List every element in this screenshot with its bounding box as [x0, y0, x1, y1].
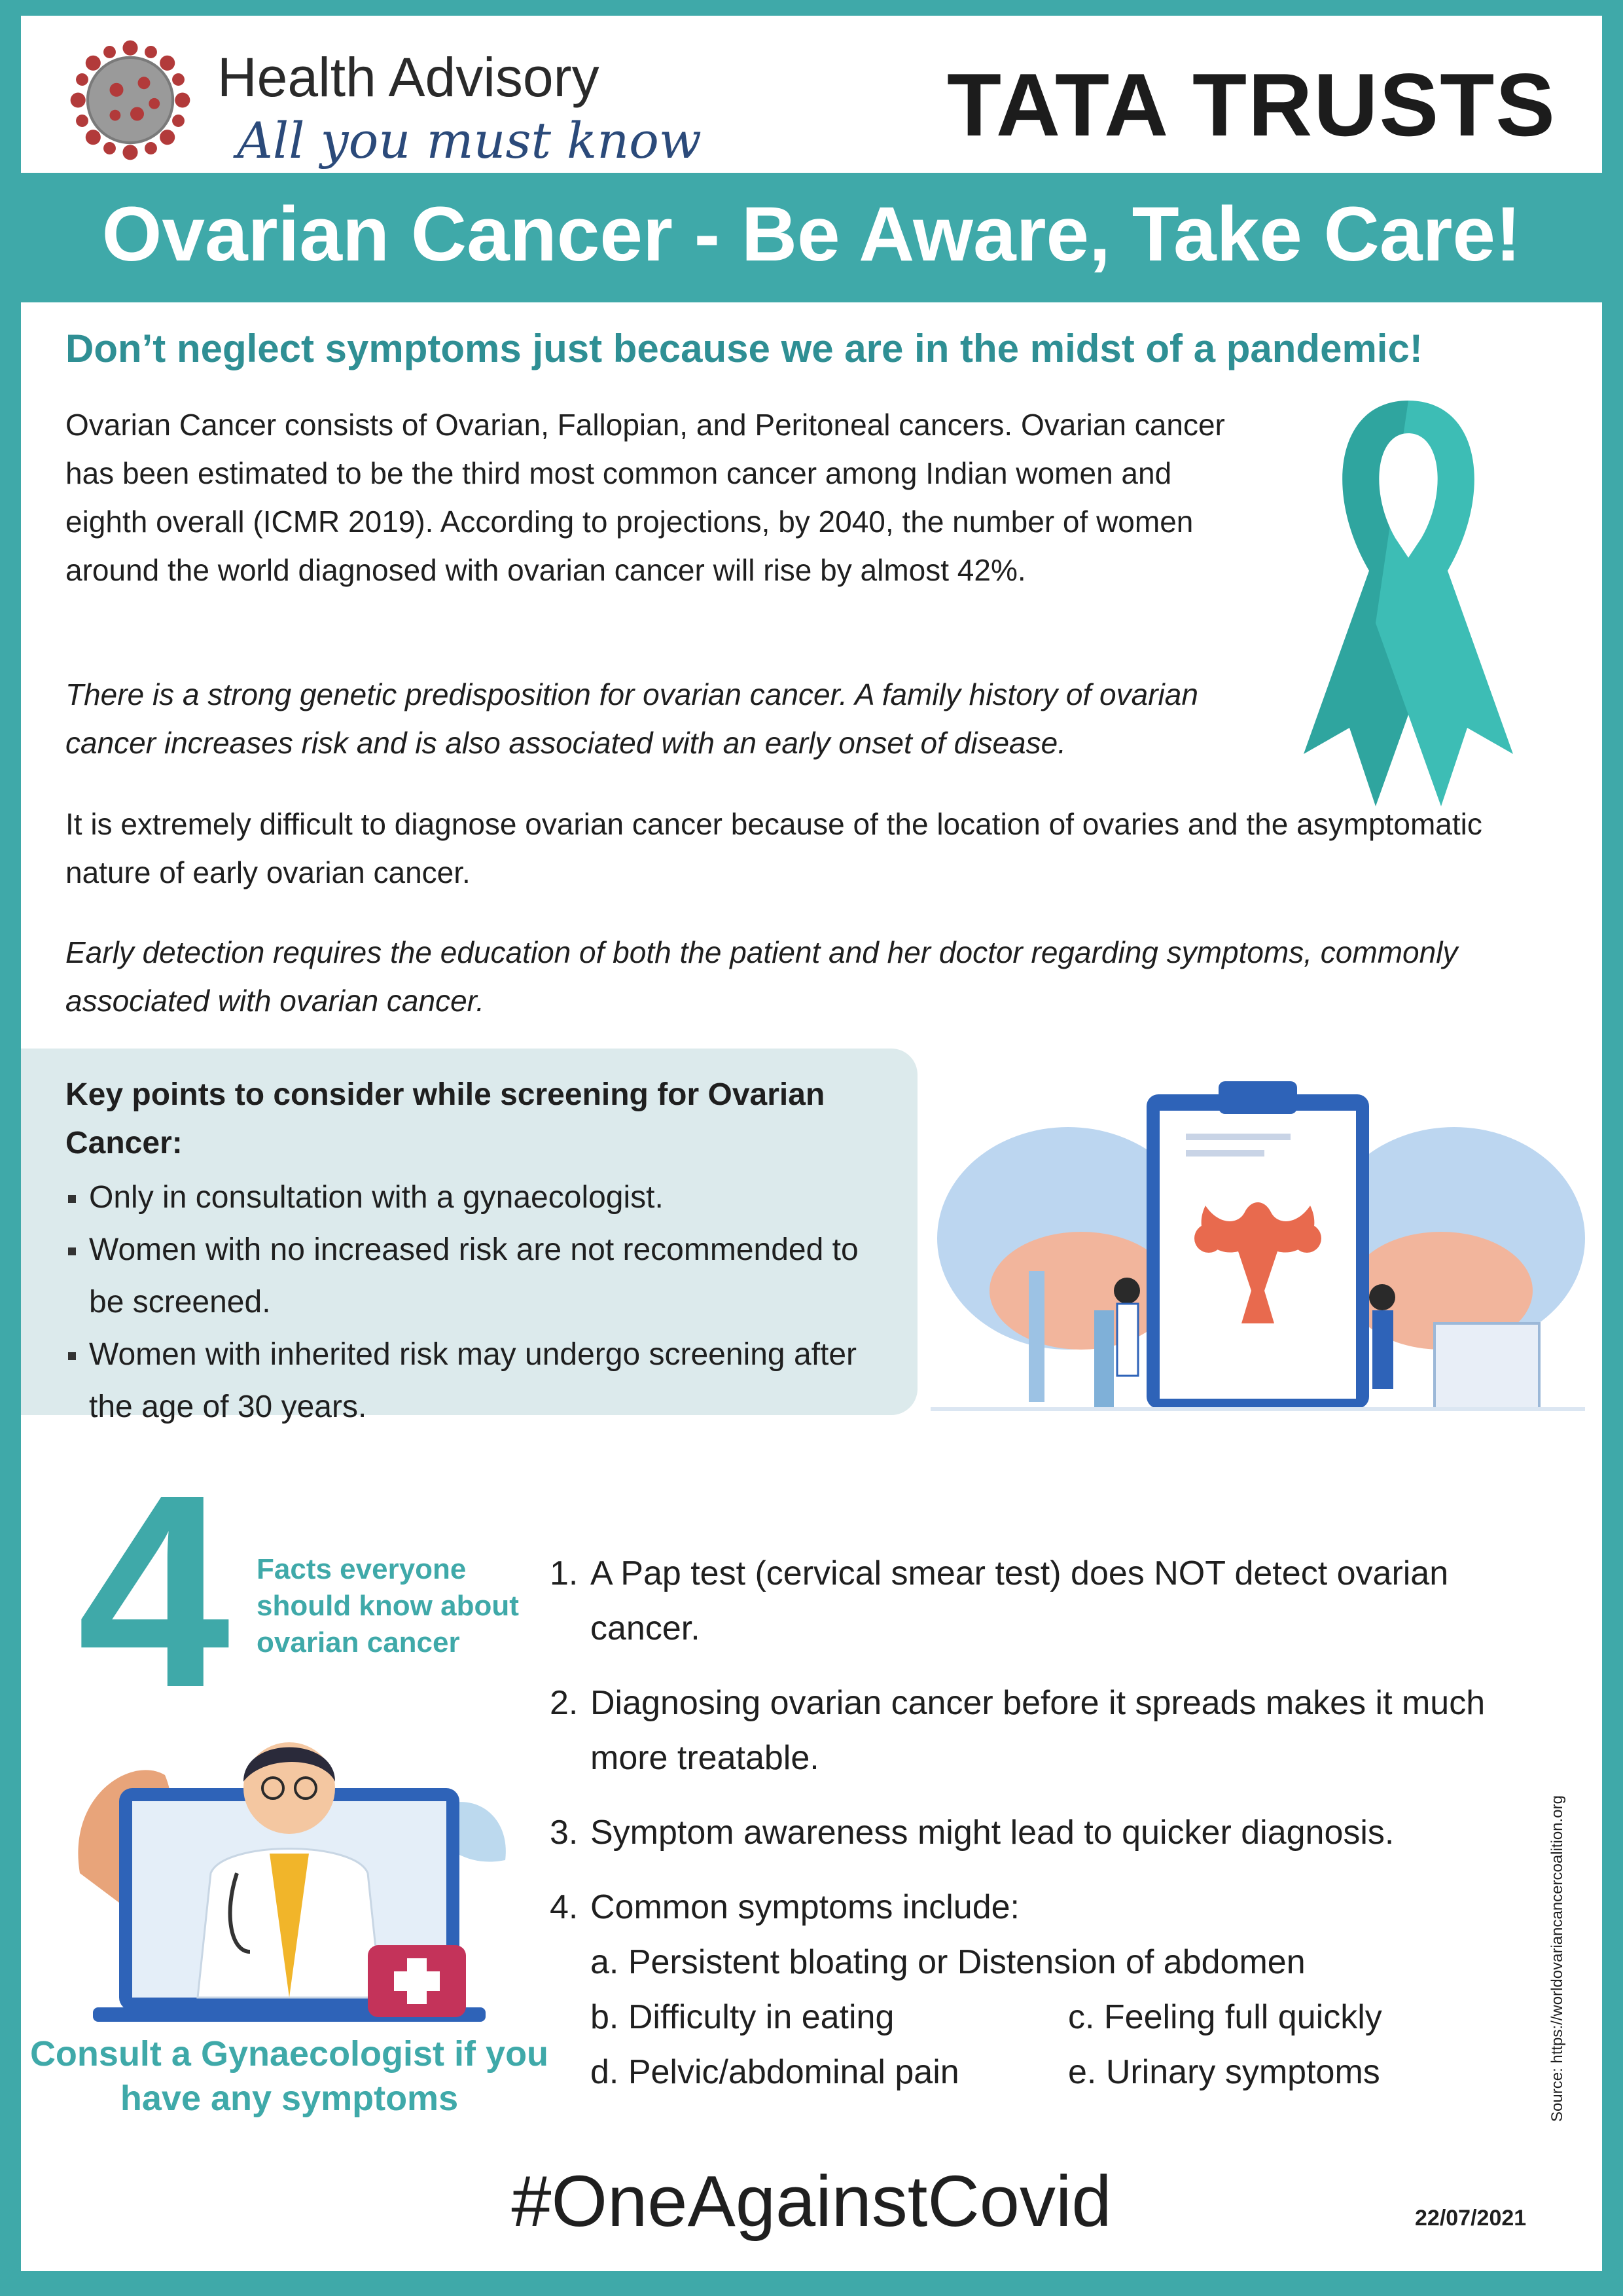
header — [21, 16, 1602, 173]
consult-message: Consult a Gynaecologist if you have any symptoms — [29, 2034, 549, 2118]
fact-text: Common symptoms include: — [590, 1888, 1020, 1926]
clinic-illustration — [931, 1075, 1585, 1428]
list-item: Women with no increased risk are not recommended to be screened. — [65, 1224, 890, 1329]
subheading: Don’t neglect symptoms just because we are in the midst of a pandemic! — [65, 327, 1423, 370]
brand-subtitle: All you must know — [237, 111, 702, 170]
list-item — [550, 1805, 1531, 1860]
symptom-item: d. Pelvic/abdominal pain — [590, 2053, 959, 2091]
list-item — [550, 1880, 1531, 2100]
symptom-item: c. Feeling full quickly — [1068, 1998, 1382, 2036]
fact-number: 4. — [550, 1888, 579, 1926]
intro-paragraph-4: Early detection requires the education of both the patient and her doctor regarding symptoms, commonly associated with ovarian cancer. — [65, 935, 1458, 1018]
doctor-illustration — [54, 1677, 538, 2043]
fact-number: 1. — [550, 1554, 579, 1592]
symptom-item: b. Difficulty in eating — [590, 1998, 895, 2036]
list-item: Only in consultation with a gynaecologist. — [65, 1172, 890, 1224]
key-points-box — [21, 1049, 918, 1424]
intro-paragraph-1: Ovarian Cancer consists of Ovarian, Fallopian, and Peritoneal cancers. Ovarian cancer has been estimated to be the third most common cancer among Indian women and eighth overall (ICMR 2019). According to projections, by 2040, the number of women around the world diagnosed with ovarian cancer will rise by almost 42%. — [65, 408, 1225, 587]
brand-title: Health Advisory — [217, 46, 599, 108]
facts-caption: Facts everyone should know about ovarian cancer — [257, 1553, 519, 1659]
content-panel — [21, 302, 1602, 2271]
fact-text: Diagnosing ovarian cancer before it spreads makes it much more treatable. — [590, 1684, 1486, 1777]
org-name: TATA TRUSTS — [946, 55, 1556, 154]
fact-text: A Pap test (cervical smear test) does NOT detect ovarian cancer. — [590, 1554, 1449, 1647]
key-points-list — [65, 1172, 890, 1433]
source-credit: Source: https://worldovariancancercoalition.org — [1548, 1795, 1566, 2122]
facts-count: 4 — [77, 1438, 230, 1745]
symptom-item: e. Urinary symptoms — [1068, 2053, 1380, 2091]
symptoms-grid — [590, 1935, 1531, 2100]
list-item — [550, 1676, 1531, 1785]
facts-list — [550, 1546, 1531, 2119]
fact-number: 2. — [550, 1684, 579, 1722]
list-item — [550, 1546, 1531, 1656]
fact-text: Symptom awareness might lead to quicker diagnosis. — [590, 1814, 1395, 1852]
intro-paragraph-2: There is a strong genetic predisposition for ovarian cancer. A family history of ovarian cancer increases risk and is also associated with an early onset of disease. — [65, 677, 1198, 760]
fact-number: 3. — [550, 1814, 579, 1852]
hashtag: #OneAgainstCovid — [511, 2161, 1112, 2242]
intro-paragraph-3: It is extremely difficult to diagnose ovarian cancer because of the location of ovaries and the asymptomatic nature of early ovarian cancer. — [65, 807, 1482, 889]
awareness-ribbon-icon — [1277, 387, 1539, 846]
list-item: Women with inherited risk may undergo screening after the age of 30 years. — [65, 1329, 890, 1433]
virus-icon — [62, 31, 199, 169]
symptom-item: a. Persistent bloating or Distension of abdomen — [590, 1943, 1306, 1981]
page-title: Ovarian Cancer - Be Aware, Take Care! — [101, 191, 1522, 278]
date: 22/07/2021 — [1415, 2206, 1527, 2231]
key-points-heading: Key points to consider while screening for Ovarian Cancer: — [65, 1077, 825, 1160]
